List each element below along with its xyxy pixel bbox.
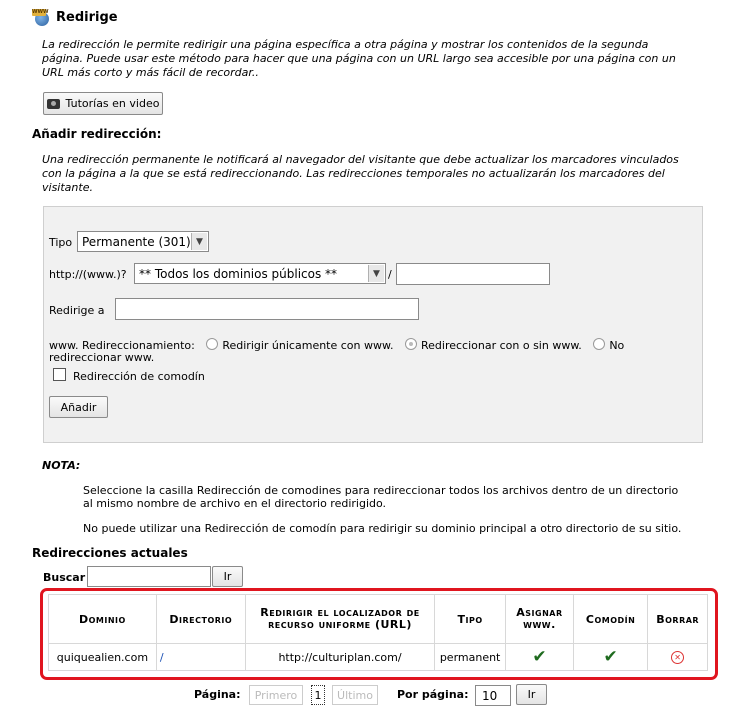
col-redirect-url[interactable]: Redirigir el localizador de recurso uniforme (URL) (245, 595, 434, 644)
checkmark-icon: ✔ (603, 647, 618, 667)
www-redirect-options: www. Redireccionamiento: Redirigir únicamente con www. Redireccionar con o sin www. No (49, 339, 625, 352)
camera-icon (47, 99, 60, 109)
path-slash: / (388, 268, 392, 281)
per-page-label: Por página: (397, 688, 469, 701)
page-label: Página: (194, 688, 241, 701)
per-page-input[interactable]: 10 (475, 685, 511, 706)
search-go-button[interactable]: Ir (212, 566, 243, 587)
search-label: Buscar (43, 571, 86, 584)
radio-no-www-label-cont: redireccionar www. (49, 351, 155, 364)
col-wildcard[interactable]: Comodín (573, 595, 647, 644)
search-input[interactable] (87, 566, 211, 587)
add-button[interactable]: Añadir (49, 396, 108, 418)
video-tutorials-button[interactable]: Tutorías en video (43, 92, 163, 115)
type-label: Tipo (49, 236, 73, 249)
type-select[interactable]: Permanente (301) ▼ (77, 231, 209, 252)
chevron-down-icon: ▼ (191, 233, 207, 250)
pager-first[interactable]: Primero (249, 685, 303, 705)
current-redirects-heading: Redirecciones actuales (32, 546, 188, 560)
wildcard-label: Redirección de comodín (73, 370, 205, 383)
www-globe-icon: WWW (32, 9, 49, 26)
col-type[interactable]: Tipo (435, 595, 506, 644)
www-redirect-label: www. Redireccionamiento: (49, 339, 195, 352)
per-page-go-button[interactable]: Ir (516, 684, 547, 705)
pager-last[interactable]: Último (332, 685, 378, 705)
row-type: permanent (435, 644, 506, 671)
row-domain: quiquealien.com (49, 644, 157, 671)
radio-only-www[interactable] (206, 338, 218, 350)
note-paragraph-2: No puede utilizar una Redirección de comodín para redirigir su dominio principal a otro directorio de su sitio. (83, 522, 682, 535)
domain-select[interactable]: ** Todos los dominios públicos ** ▼ (134, 263, 386, 284)
chevron-down-icon: ▼ (368, 265, 384, 282)
radio-with-or-without-www[interactable] (405, 338, 417, 350)
col-directory[interactable]: Directorio (156, 595, 245, 644)
intro-text: La redirección le permite redirigir una página específica a otra página y mostrar los contenidos de la segunda página. Puede usar este método para hacer que una página con un URL largo sea accesible por una página con un URL más corto y más fácil de recordar.. (42, 38, 676, 79)
wildcard-checkbox[interactable] (53, 368, 66, 381)
note-paragraph-1: Seleccione la casilla Redirección de comodines para redireccionar todos los archivos dentro de un directorio al mismo nombre de archivo en el directorio redirigido. (83, 484, 679, 510)
row-directory-link[interactable]: / (156, 644, 245, 671)
redirect-to-label: Redirige a (49, 304, 105, 317)
redirect-to-input[interactable] (115, 298, 419, 320)
path-input[interactable] (396, 263, 550, 285)
col-domain[interactable]: Dominio (49, 595, 157, 644)
row-redirect-url: http://culturiplan.com/ (245, 644, 434, 671)
delete-icon[interactable]: ✕ (671, 651, 684, 664)
pager-current-page[interactable]: 1 (311, 685, 325, 705)
add-redirect-heading: Añadir redirección: (32, 127, 162, 141)
checkmark-icon: ✔ (532, 647, 547, 667)
page-title (32, 9, 118, 26)
col-delete: Borrar (648, 595, 708, 644)
highlight-box (40, 588, 718, 680)
domain-prefix-label: http://(www.)? (49, 268, 127, 281)
note-title: NOTA: (42, 459, 81, 472)
col-assign-www[interactable]: Asignar www. (505, 595, 573, 644)
add-redirect-description: Una redirección permanente le notificará al navegador del visitante que debe actualizar los marcadores vinculados con la página a la que se está redireccionando. Las redirecciones temporales no actualizarán los marcadores del visitante. (42, 153, 679, 194)
page-title-text: Redirige (56, 10, 118, 25)
radio-no-www[interactable] (593, 338, 605, 350)
